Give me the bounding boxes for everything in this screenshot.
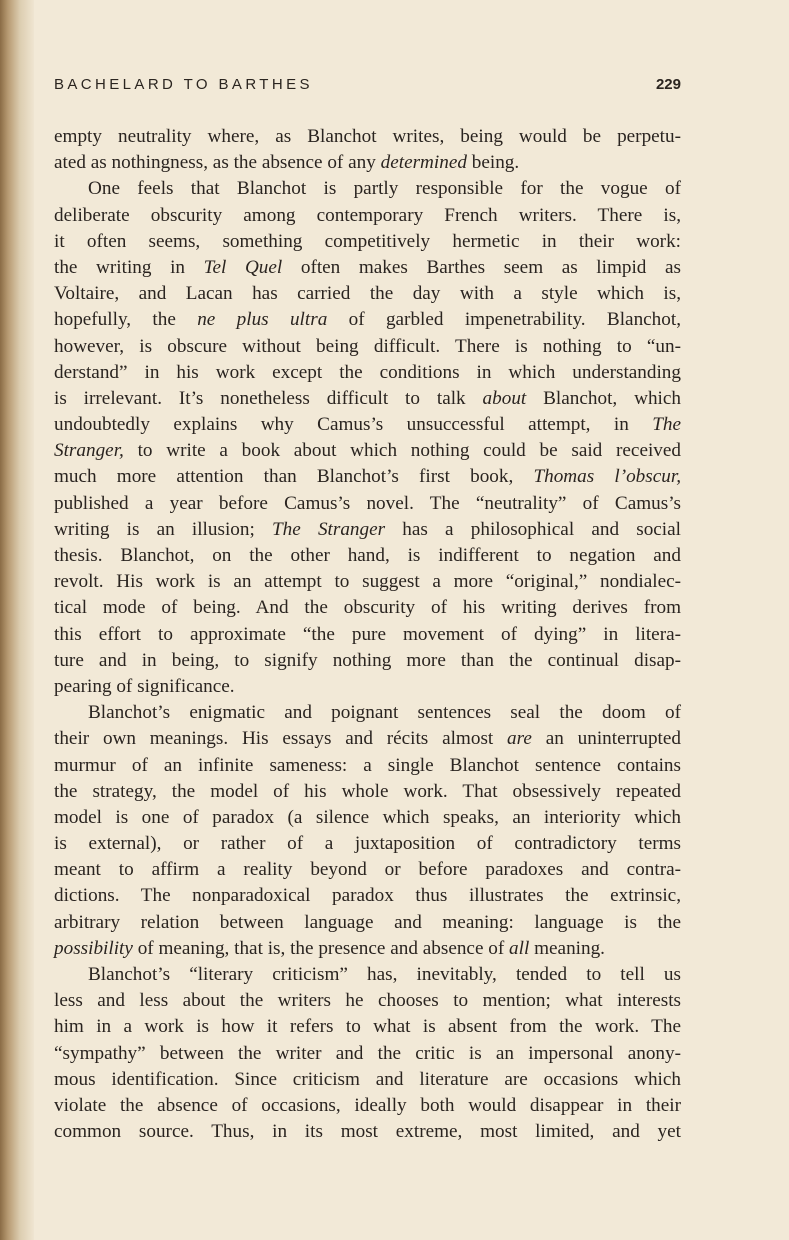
- text-segment: however, is obscure without being difficult. There is nothing to “un-: [54, 335, 681, 357]
- italic-text: The: [652, 414, 681, 436]
- paragraph-first-line: [54, 700, 681, 726]
- text-segment: of meaning, that is, the presence and absence of: [132, 937, 510, 959]
- text-segment: Voltaire, and Lacan has carried the day with a style which is,: [54, 283, 681, 305]
- text-line: [54, 543, 681, 569]
- text-line: [54, 464, 681, 490]
- text-segment: dictions. The nonparadoxical paradox thus illustrates the extrinsic,: [54, 885, 681, 907]
- text-segment: Blanchot, which: [526, 387, 681, 409]
- text-segment: often makes Barthes seem as limpid as: [282, 256, 681, 278]
- text-line: [54, 1093, 681, 1119]
- text-line: [54, 805, 681, 831]
- italic-text: are: [507, 728, 532, 750]
- text-line: [54, 255, 681, 281]
- text-segment: being.: [466, 152, 520, 174]
- italic-text: Stranger,: [54, 440, 124, 462]
- text-segment: is irrelevant. It’s nonetheless difficult to talk: [54, 387, 483, 409]
- text-line: [54, 491, 681, 517]
- text-segment: ture and in being, to signify nothing more than the continual disap-: [54, 649, 681, 671]
- text-segment: is external), or rather of a juxtaposition of contradictory terms: [54, 833, 681, 855]
- text-segment: undoubtedly explains why Camus’s unsuccessful attempt, in: [54, 414, 653, 436]
- text-line: [54, 203, 681, 229]
- text-line: [54, 281, 681, 307]
- text-segment: published a year before Camus’s novel. The “neutrality” of Camus’s: [54, 492, 681, 514]
- text-line: [54, 360, 681, 386]
- italic-text: Thomas l’obscur,: [533, 466, 681, 488]
- text-segment: it often seems, something competitively hermetic in their work:: [54, 230, 681, 252]
- text-segment: this effort to approximate “the pure movement of dying” in litera-: [54, 623, 681, 645]
- text-line: [54, 674, 681, 700]
- page-number: 229: [655, 76, 681, 93]
- text-line: [54, 936, 681, 962]
- text-segment: murmur of an infinite sameness: a single Blanchot sentence contains: [54, 754, 681, 776]
- text-line: [54, 334, 681, 360]
- text-segment: deliberate obscurity among contemporary French writers. There is,: [54, 204, 681, 226]
- text-segment: much more attention than Blanchot’s first book,: [54, 466, 534, 488]
- italic-text: ne plus ultra: [197, 309, 328, 331]
- text-segment: common source. Thus, in its most extreme, most limited, and yet: [54, 1121, 681, 1143]
- text-segment: empty neutrality where, as Blanchot writes, being would be perpetu-: [54, 126, 681, 147]
- text-segment: writing is an illusion;: [54, 518, 272, 540]
- text-line: [54, 831, 681, 857]
- text-segment: meaning.: [529, 937, 605, 959]
- text-segment: meant to affirm a reality beyond or before paradoxes and contra-: [54, 859, 681, 881]
- text-segment: One feels that Blanchot is partly responsible for the vogue of: [88, 178, 681, 200]
- running-head: BACHELARD TO BARTHES: [54, 76, 313, 93]
- text-line: [54, 124, 681, 150]
- text-segment: of garbled impenetrability. Blanchot,: [327, 309, 681, 331]
- text-line: [54, 883, 681, 909]
- text-segment: derstand” in his work except the conditions in which understanding: [54, 361, 681, 383]
- text-line: [54, 569, 681, 595]
- text-line: [54, 1041, 681, 1067]
- text-segment: the writing in: [54, 256, 204, 278]
- text-line: [54, 438, 681, 464]
- paragraph-first-line: [54, 962, 681, 988]
- text-segment: thesis. Blanchot, on the other hand, is indifferent to negation and: [54, 545, 681, 566]
- text-line: [54, 1119, 681, 1145]
- text-segment: has a philosophical and social: [385, 518, 681, 540]
- text-line: [54, 1067, 681, 1093]
- text-segment: arbitrary relation between language and meaning: language is the: [54, 911, 681, 933]
- text-segment: model is one of paradox (a silence which speaks, an interiority which: [54, 806, 681, 828]
- text-line: [54, 229, 681, 255]
- italic-text: possibility: [54, 937, 133, 959]
- book-binding-edge: [0, 0, 34, 1240]
- text-segment: their own meanings. His essays and récits almost: [54, 728, 508, 750]
- text-segment: Blanchot’s “literary criticism” has, inevitably, tended to tell us: [88, 964, 681, 985]
- text-segment: hopefully, the: [54, 309, 198, 331]
- text-line: [54, 910, 681, 936]
- text-segment: “sympathy” between the writer and the critic is an impersonal anony-: [54, 1042, 681, 1064]
- text-line: [54, 988, 681, 1014]
- text-line: [54, 1014, 681, 1040]
- italic-text: Tel Quel: [203, 256, 283, 278]
- italic-text: all: [509, 937, 530, 959]
- text-segment: revolt. His work is an attempt to suggest a more “original,” nondialec-: [54, 571, 681, 593]
- text-segment: the strategy, the model of his whole work. That obsessively repeated: [54, 780, 681, 802]
- text-line: [54, 726, 681, 752]
- text-line: [54, 595, 681, 621]
- text-segment: to write a book about which nothing could be said received: [123, 440, 681, 462]
- text-segment: violate the absence of occasions, ideally both would disappear in their: [54, 1094, 681, 1116]
- italic-text: about: [482, 387, 527, 409]
- text-line: [54, 622, 681, 648]
- text-segment: tical mode of being. And the obscurity of his writing derives from: [54, 597, 681, 619]
- text-line: [54, 857, 681, 883]
- italic-text: The Stranger: [271, 518, 386, 540]
- text-segment: ated as nothingness, as the absence of any: [54, 152, 381, 174]
- italic-text: determined: [380, 152, 467, 174]
- text-line: [54, 307, 681, 333]
- text-segment: Blanchot’s enigmatic and poignant sentences seal the doom of: [88, 702, 681, 724]
- text-line: [54, 386, 681, 412]
- text-line: [54, 412, 681, 438]
- text-line: [54, 150, 681, 176]
- text-segment: less and less about the writers he chooses to mention; what interests: [54, 990, 681, 1012]
- text-line: [54, 779, 681, 805]
- body-text: [54, 124, 681, 1145]
- text-segment: him in a work is how it refers to what is absent from the work. The: [54, 1016, 681, 1038]
- text-line: [54, 648, 681, 674]
- page-header: [54, 76, 681, 102]
- text-segment: pearing of significance.: [54, 675, 235, 697]
- text-segment: an uninterrupted: [531, 728, 681, 750]
- text-line: [54, 753, 681, 779]
- text-segment: mous identification. Since criticism and literature are occasions which: [54, 1068, 681, 1090]
- paragraph-first-line: [54, 176, 681, 202]
- text-line: [54, 517, 681, 543]
